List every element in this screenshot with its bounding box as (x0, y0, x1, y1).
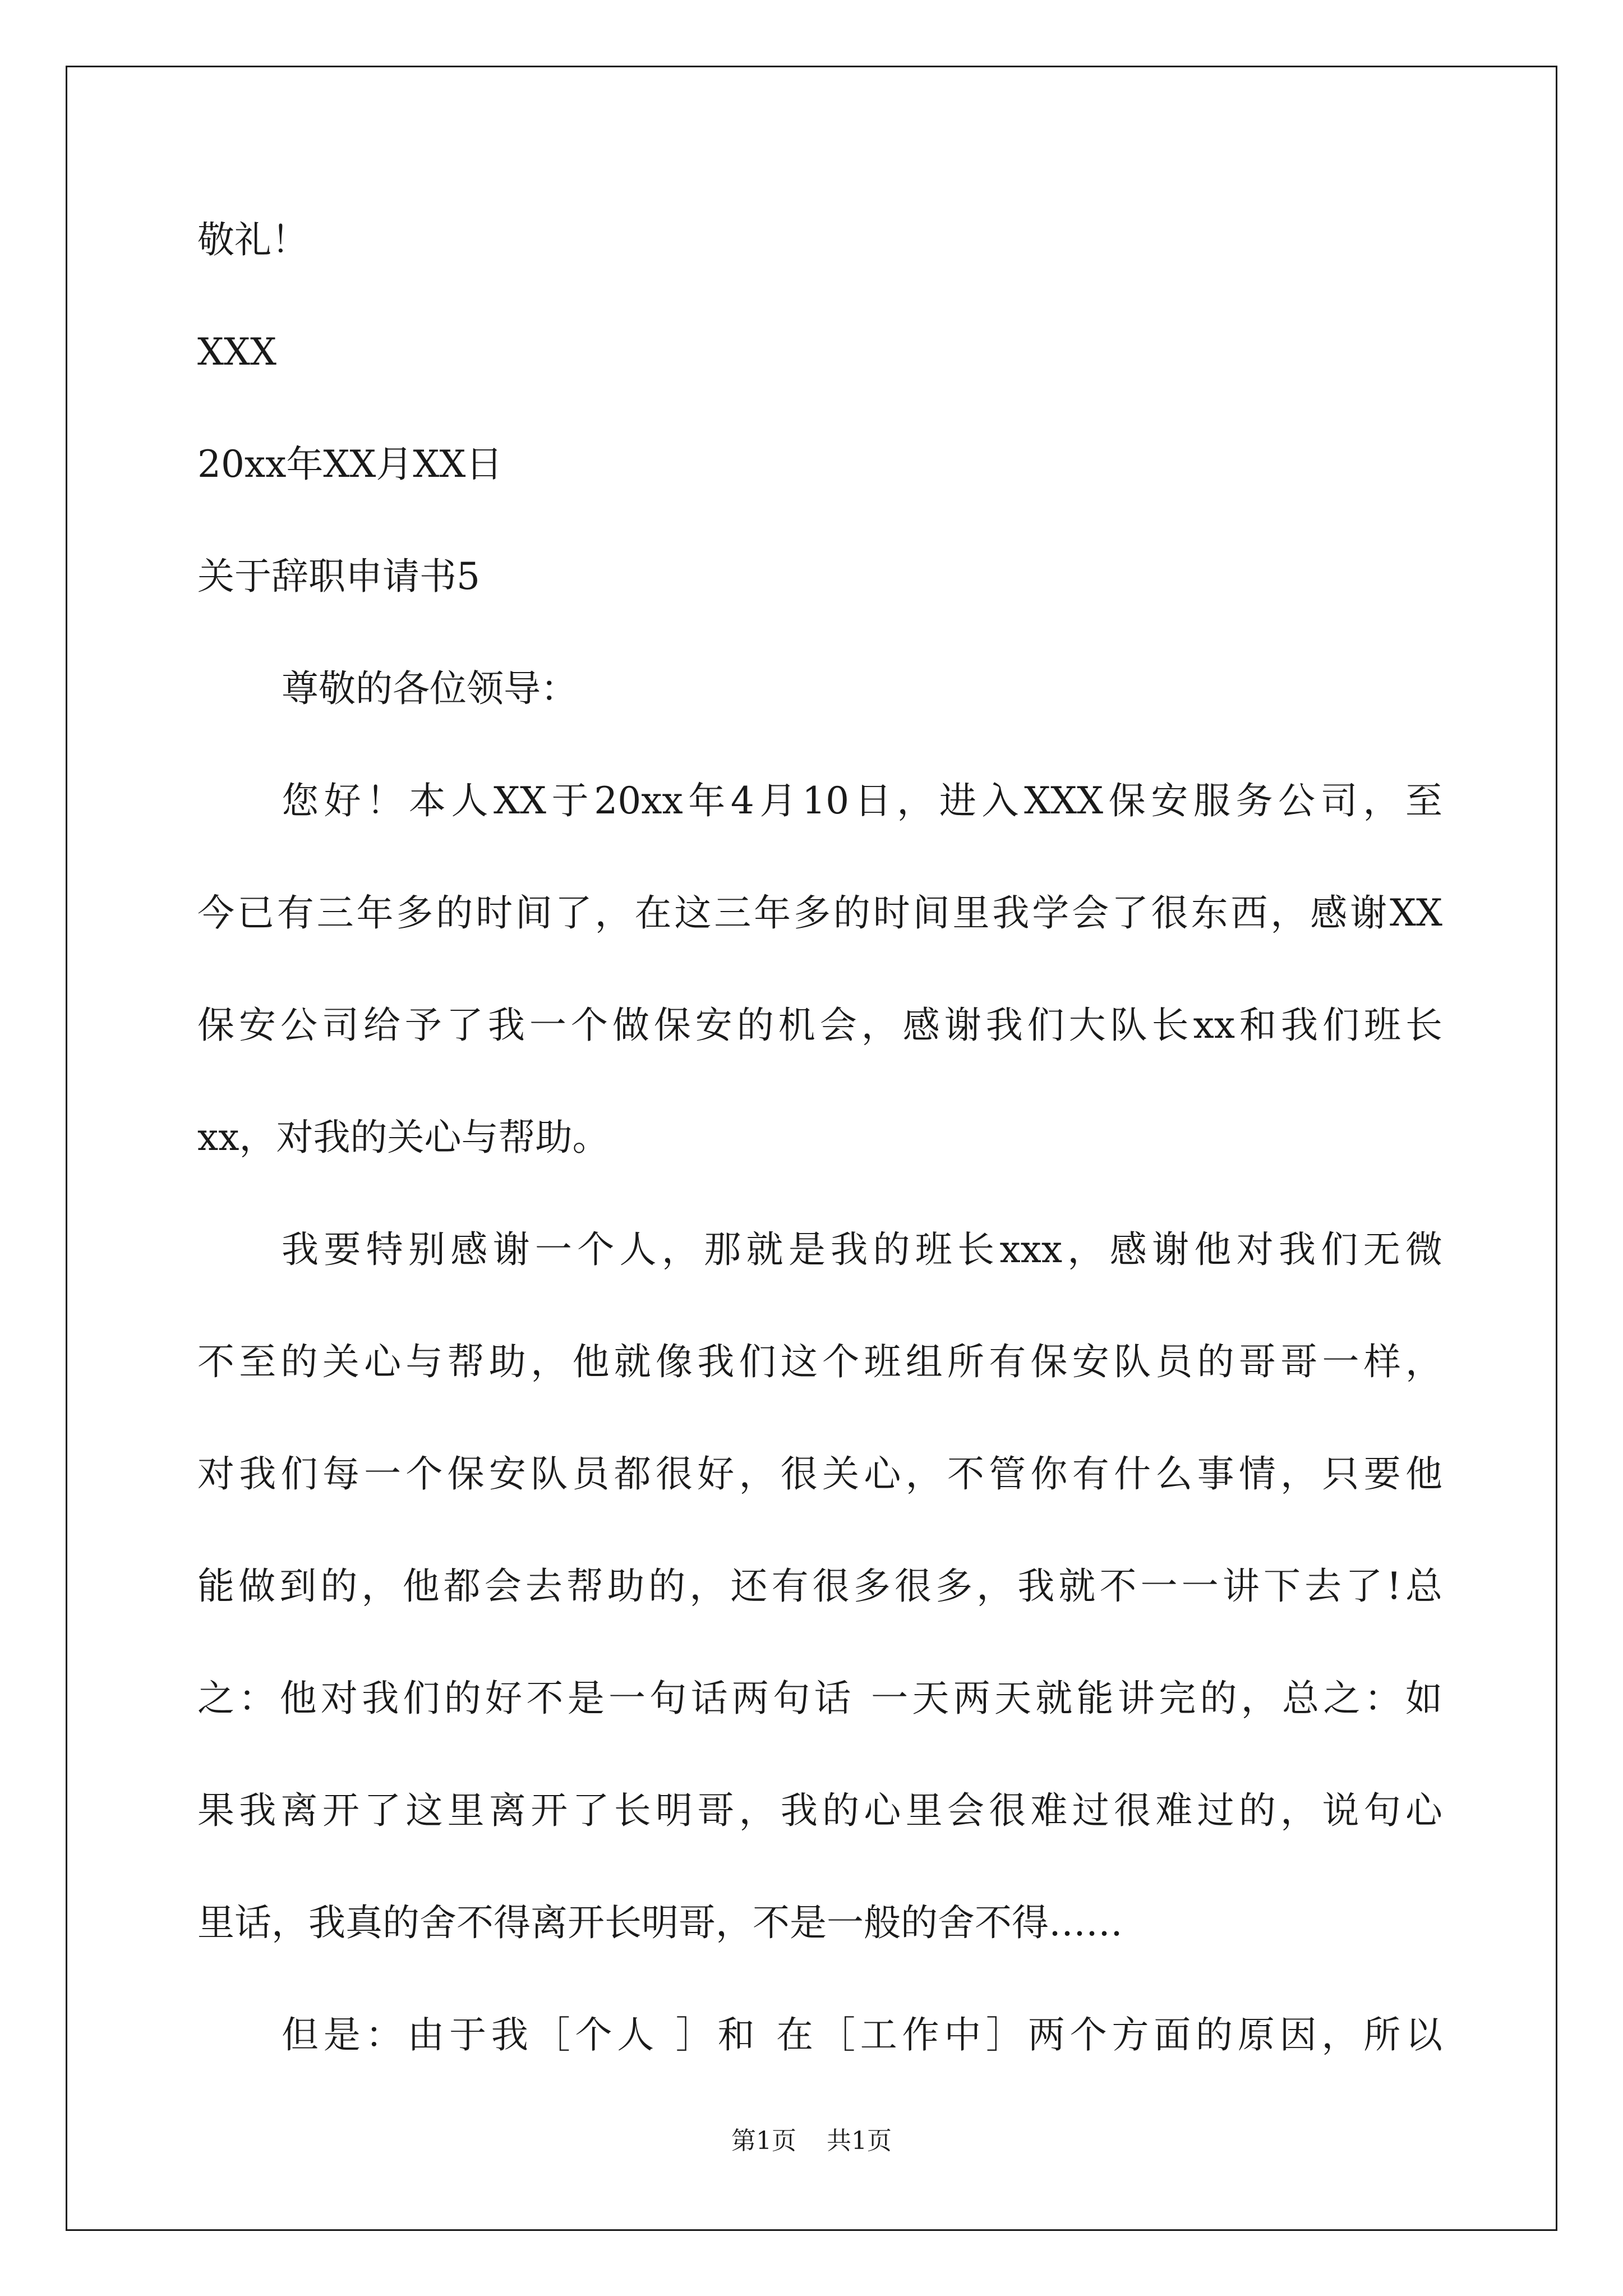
letter-greeting: 尊敬的各位领导： (282, 667, 578, 710)
paragraph-line: 里话，我真的舍不得离开长明哥，不是一般的舍不得…… (197, 1901, 1123, 1944)
paragraph-3 (197, 2013, 1442, 2056)
page-total: 共1页 (827, 2127, 892, 2155)
paragraph-line: 我要特别感谢一个人，那就是我的班长xxx，感谢他对我们无微 (282, 1228, 1442, 1271)
paragraph-line: 您好！本人XX于20xx年4月10日，进入XXX保安服务公司，至 (282, 779, 1442, 822)
paragraph-line: 能做到的，他都会去帮助的，还有很多很多，我就不一一讲下去了!总 (197, 1565, 1442, 1608)
paragraph-line: 之：他对我们的好不是一句话两句话 一天两天就能讲完的，总之：如 (197, 1677, 1442, 1720)
letter-date: 20xx年XX月XX日 (197, 443, 503, 486)
paragraph-2 (197, 1228, 1442, 1944)
signature: XXX (197, 330, 276, 374)
document-body (197, 218, 1442, 2129)
closing-salute: 敬礼！ (197, 218, 308, 261)
page-footer (0, 2129, 1623, 2154)
paragraph-1 (197, 779, 1442, 1159)
paragraph-line: 对我们每一个保安队员都很好，很关心，不管你有什么事情，只要他 (197, 1452, 1442, 1496)
paragraph-line: 但是：由于我［个人 ］和 在［工作中］两个方面的原因，所以 (282, 2013, 1442, 2056)
paragraph-line: 今已有三年多的时间了，在这三年多的时间里我学会了很东西，感谢XX (197, 891, 1442, 935)
paragraph-line: 保安公司给予了我一个做保安的机会，感谢我们大队长xx和我们班长 (197, 1004, 1442, 1047)
paragraph-line: 不至的关心与帮助，他就像我们这个班组所有保安队员的哥哥一样， (197, 1340, 1442, 1383)
page-number: 第1页 (731, 2127, 796, 2155)
paragraph-line: xx，对我的关心与帮助。 (197, 1116, 610, 1159)
paragraph-line: 果我离开了这里离开了长明哥，我的心里会很难过很难过的，说句心 (197, 1789, 1442, 1832)
section-title: 关于辞职申请书5 (197, 555, 480, 598)
